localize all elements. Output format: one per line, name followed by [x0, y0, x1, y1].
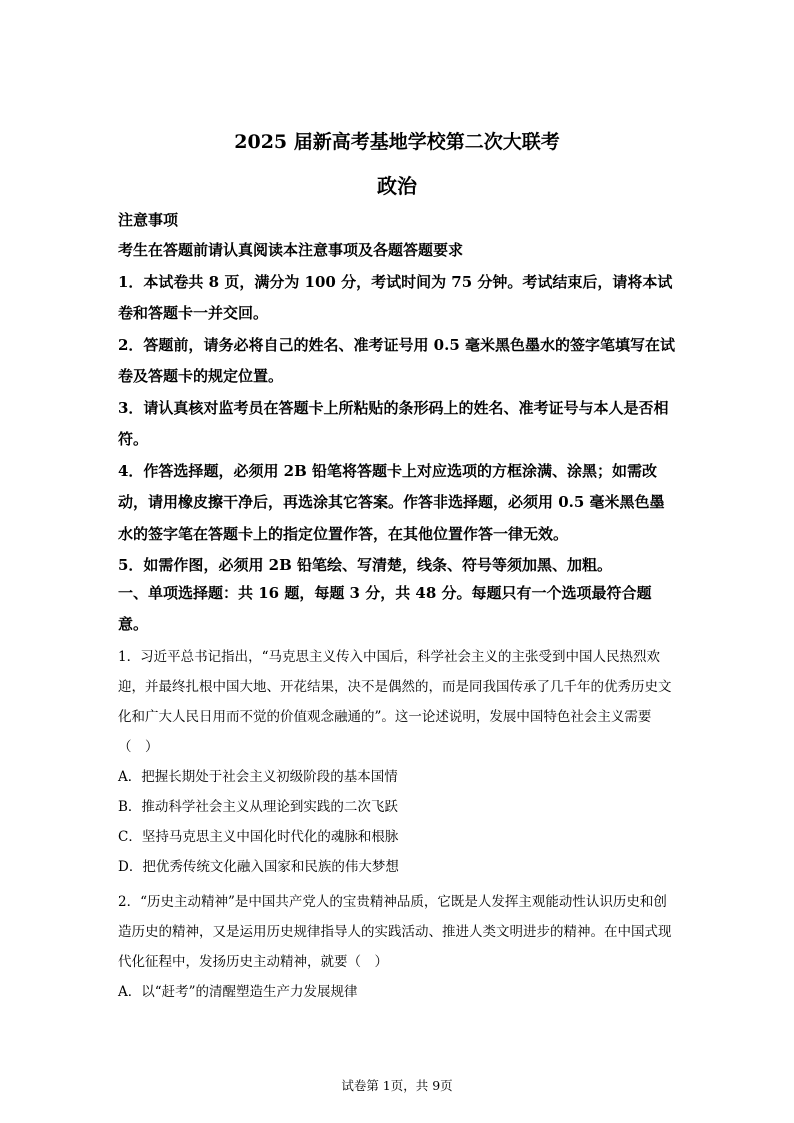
- option-a: A．把握长期处于社会主义初级阶段的基本国情: [118, 769, 398, 785]
- question-stem: 1．习近平总书记指出，“马克思主义传入中国后，科学社会主义的主张受到中国人民热烈欢迎，并最终扎根中国大地、开花结果，决不是偶然的，而是同我国传承了几千年的优秀历史文化和广大人民日用而不觉的价值观念融通的”。这一论述说明，发展中国特色社会主义需要（ ）: [118, 649, 672, 755]
- notice-intro: 考生在答题前请认真阅读本注意事项及各题答题要求: [118, 241, 464, 259]
- notice-item: 1．本试卷共 8 页，满分为 100 分，考试时间为 75 分钟。考试结束后，请将本试卷和答题卡一并交回。: [118, 272, 673, 322]
- question-stem: 2．“历史主动精神”是中国共产党人的宝贵精神品质，它既是人发挥主观能动性认识历史和创造历史的精神，又是运用历史规律指导人的实践活动、推进人类文明进步的精神。在中国式现代化征程中，发扬历史主动精神，就要（ ）: [118, 894, 672, 970]
- page-footer: 试卷第 1页，共 9页: [341, 1078, 453, 1093]
- option-a: A．以“赶考”的清醒塑造生产力发展规律: [118, 984, 358, 1000]
- option-b: B．推动科学社会主义从理论到实践的二次飞跃: [118, 799, 398, 815]
- option-c: C．坚持马克思主义中国化时代化的魂脉和根脉: [118, 829, 399, 845]
- section-heading: 一、单项选择题：共 16 题，每题 3 分，共 48 分。每题只有一个选项最符合题意。: [118, 584, 652, 633]
- notice-item: 2．答题前，请务必将自己的姓名、准考证号用 0.5 毫米黑色墨水的签字笔填写在试卷及答题卡的规定位置。: [118, 335, 675, 385]
- question-2: [118, 887, 678, 1007]
- notice-item: 5．如需作图，必须用 2B 铅笔绘、写清楚，线条、符号等须加黑、加粗。: [118, 556, 612, 574]
- notice-list: [118, 235, 678, 582]
- exam-subject: 政治: [377, 174, 417, 198]
- notice-item: 3．请认真核对监考员在答题卡上所粘贴的条形码上的姓名、准考证号与本人是否相符。: [118, 398, 669, 448]
- notice-item: 4．作答选择题，必须用 2B 铅笔将答题卡上对应选项的方框涂满、涂黑；如需改动，请用橡皮擦干净后，再选涂其它答案。作答非选择题，必须用 0.5 毫米黑色墨水的签字笔在答题卡上的指定位置作答，在其他位置作答一律无效。: [118, 461, 665, 543]
- notice-heading: 注意事项: [118, 211, 179, 229]
- option-d: D．把优秀传统文化融入国家和民族的伟大梦想: [118, 859, 399, 875]
- question-1: [118, 642, 678, 882]
- exam-title: 2025 届新高考基地学校第二次大联考: [234, 131, 560, 153]
